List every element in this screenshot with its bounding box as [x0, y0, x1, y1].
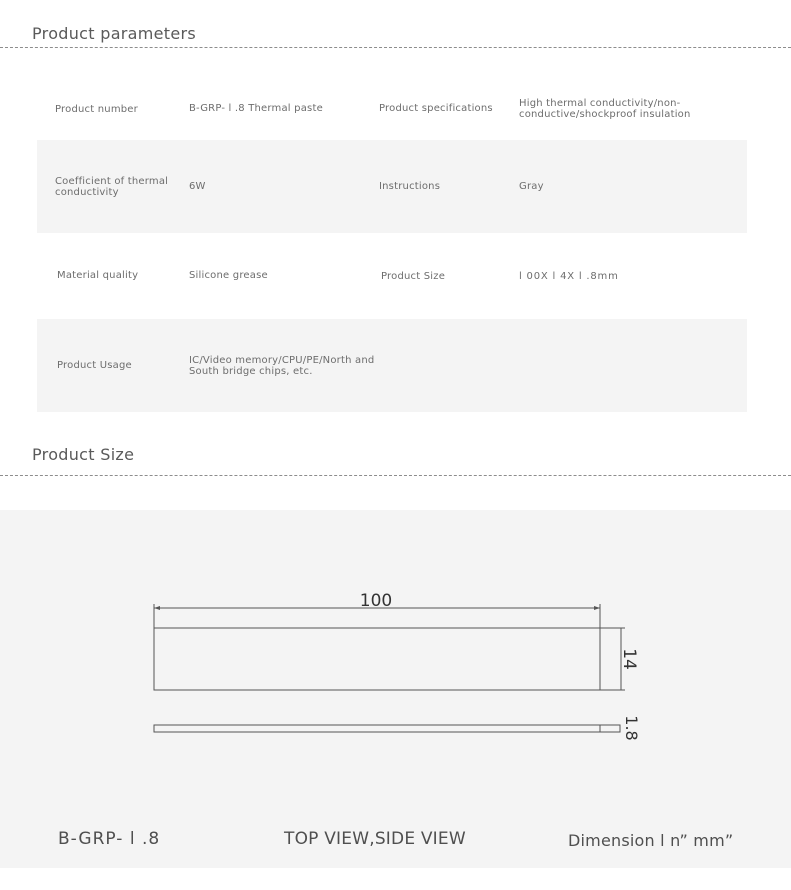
param-label-product-size: Product Size	[381, 271, 446, 282]
param-label-material-quality: Material quality	[57, 270, 139, 281]
param-label-thermal-conductivity: Coefficient of thermal conductivity	[55, 176, 169, 198]
size-section-title: Product Size	[32, 445, 135, 464]
param-value-thermal-conductivity: 6W	[189, 181, 206, 192]
model-caption: B-GRP- l .8	[58, 829, 161, 849]
side-view-outline	[154, 725, 620, 732]
dimension-diagram-panel	[0, 510, 791, 868]
param-label-product-number: Product number	[55, 104, 138, 115]
size-divider	[0, 475, 791, 476]
param-row-product-usage	[37, 319, 747, 412]
parameters-divider	[0, 47, 791, 48]
top-view-outline	[154, 628, 600, 690]
width-label: 14	[619, 648, 639, 670]
param-value-product-number: B-GRP- l .8 Thermal paste	[189, 103, 323, 114]
param-label-product-usage: Product Usage	[57, 360, 132, 371]
param-label-product-specifications: Product specifications	[379, 103, 493, 114]
thickness-label: 1.8	[622, 715, 641, 741]
param-value-product-specifications: High thermal conductivity/non-conductive/shockproof insulation	[519, 98, 691, 120]
dimension-unit-caption: Dimension l n” mm”	[568, 831, 734, 850]
param-row-thermal-conductivity	[37, 140, 747, 233]
param-row-product-number	[37, 63, 747, 140]
param-label-instructions: Instructions	[379, 181, 441, 192]
view-caption: TOP VIEW,SIDE VIEW	[284, 829, 466, 849]
param-value-instructions: Gray	[519, 181, 544, 192]
param-value-material-quality: Silicone grease	[189, 270, 268, 281]
dimension-drawing	[0, 510, 791, 868]
param-value-product-usage: IC/Video memory/CPU/PE/North and South bridge chips, etc.	[189, 355, 375, 377]
parameters-section-title: Product parameters	[32, 24, 197, 43]
length-label: 100	[359, 591, 393, 611]
param-row-material-quality	[37, 233, 747, 319]
param-value-product-size: l 00X l 4X l .8mm	[519, 271, 619, 282]
